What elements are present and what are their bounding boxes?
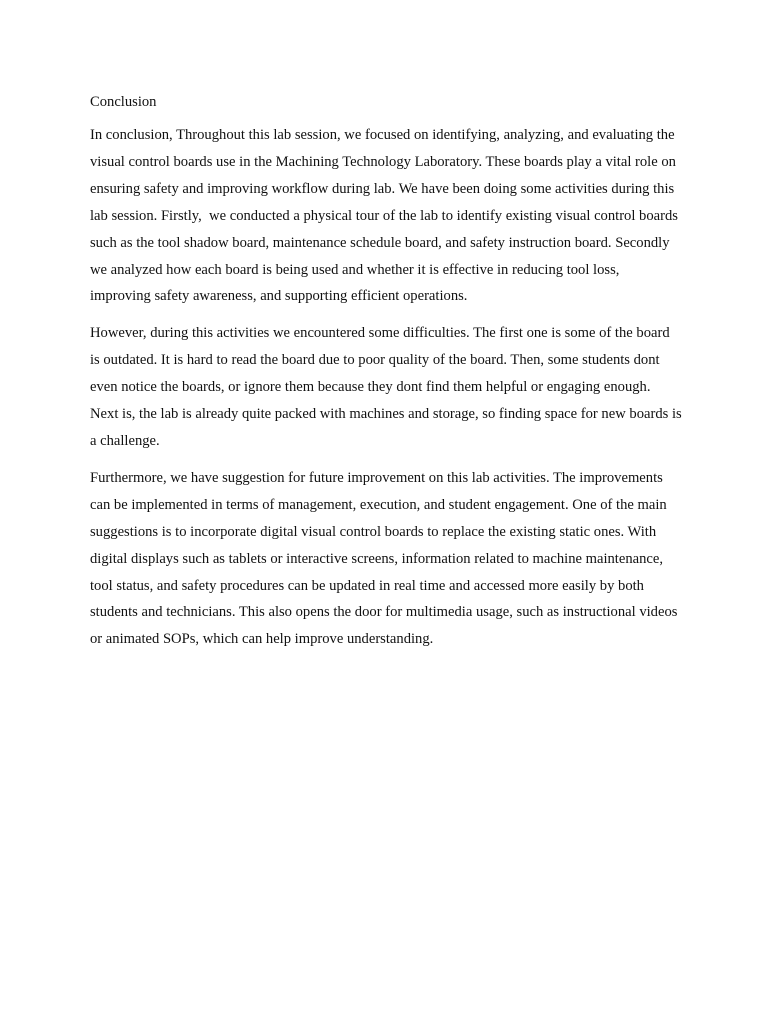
section-heading: Conclusion xyxy=(90,94,157,110)
paragraph-suggestions: Furthermore, we have suggestion for future improvement on this lab activities. The improvements can be implemented in terms of management, execution, and student engagement. One of the main suggestions is to incorporate digital visual control boards to replace the existing static ones. With digital displays such as tablets or interactive screens, information related to machine maintenance, tool status, and safety procedures can be updated in real time and accessed more easily by both students and technicians. This also opens the door for multimedia usage, such as instructional videos or animated SOPs, which can help improve understanding. xyxy=(90,469,682,648)
paragraph-difficulties: However, during this activities we encountered some difficulties. The first one is some of the board is outdated. It is hard to read the board due to poor quality of the board. Then, some students dont even notice the boards, or ignore them because they dont find them helpful or engaging enough. Next is, the lab is already quite packed with machines and storage, so finding space for new boards is a challenge. xyxy=(90,325,686,449)
paragraph-summary: In conclusion, Throughout this lab session, we focused on identifying, analyzing, and evaluating the visual control boards use in the Machining Technology Laboratory. These boards play a vital role on ensuring safety and improving workflow during lab. We have been doing some activities during this lab session. Firstly, we conducted a physical tour of the lab to identify existing visual control boards such as the tool shadow board, maintenance schedule board, and safety instruction board. Secondly we analyzed how each board is being used and whether it is effective in reducing tool loss, improving safety awareness, and supporting efficient operations. xyxy=(90,127,682,305)
document-body xyxy=(90,91,686,663)
